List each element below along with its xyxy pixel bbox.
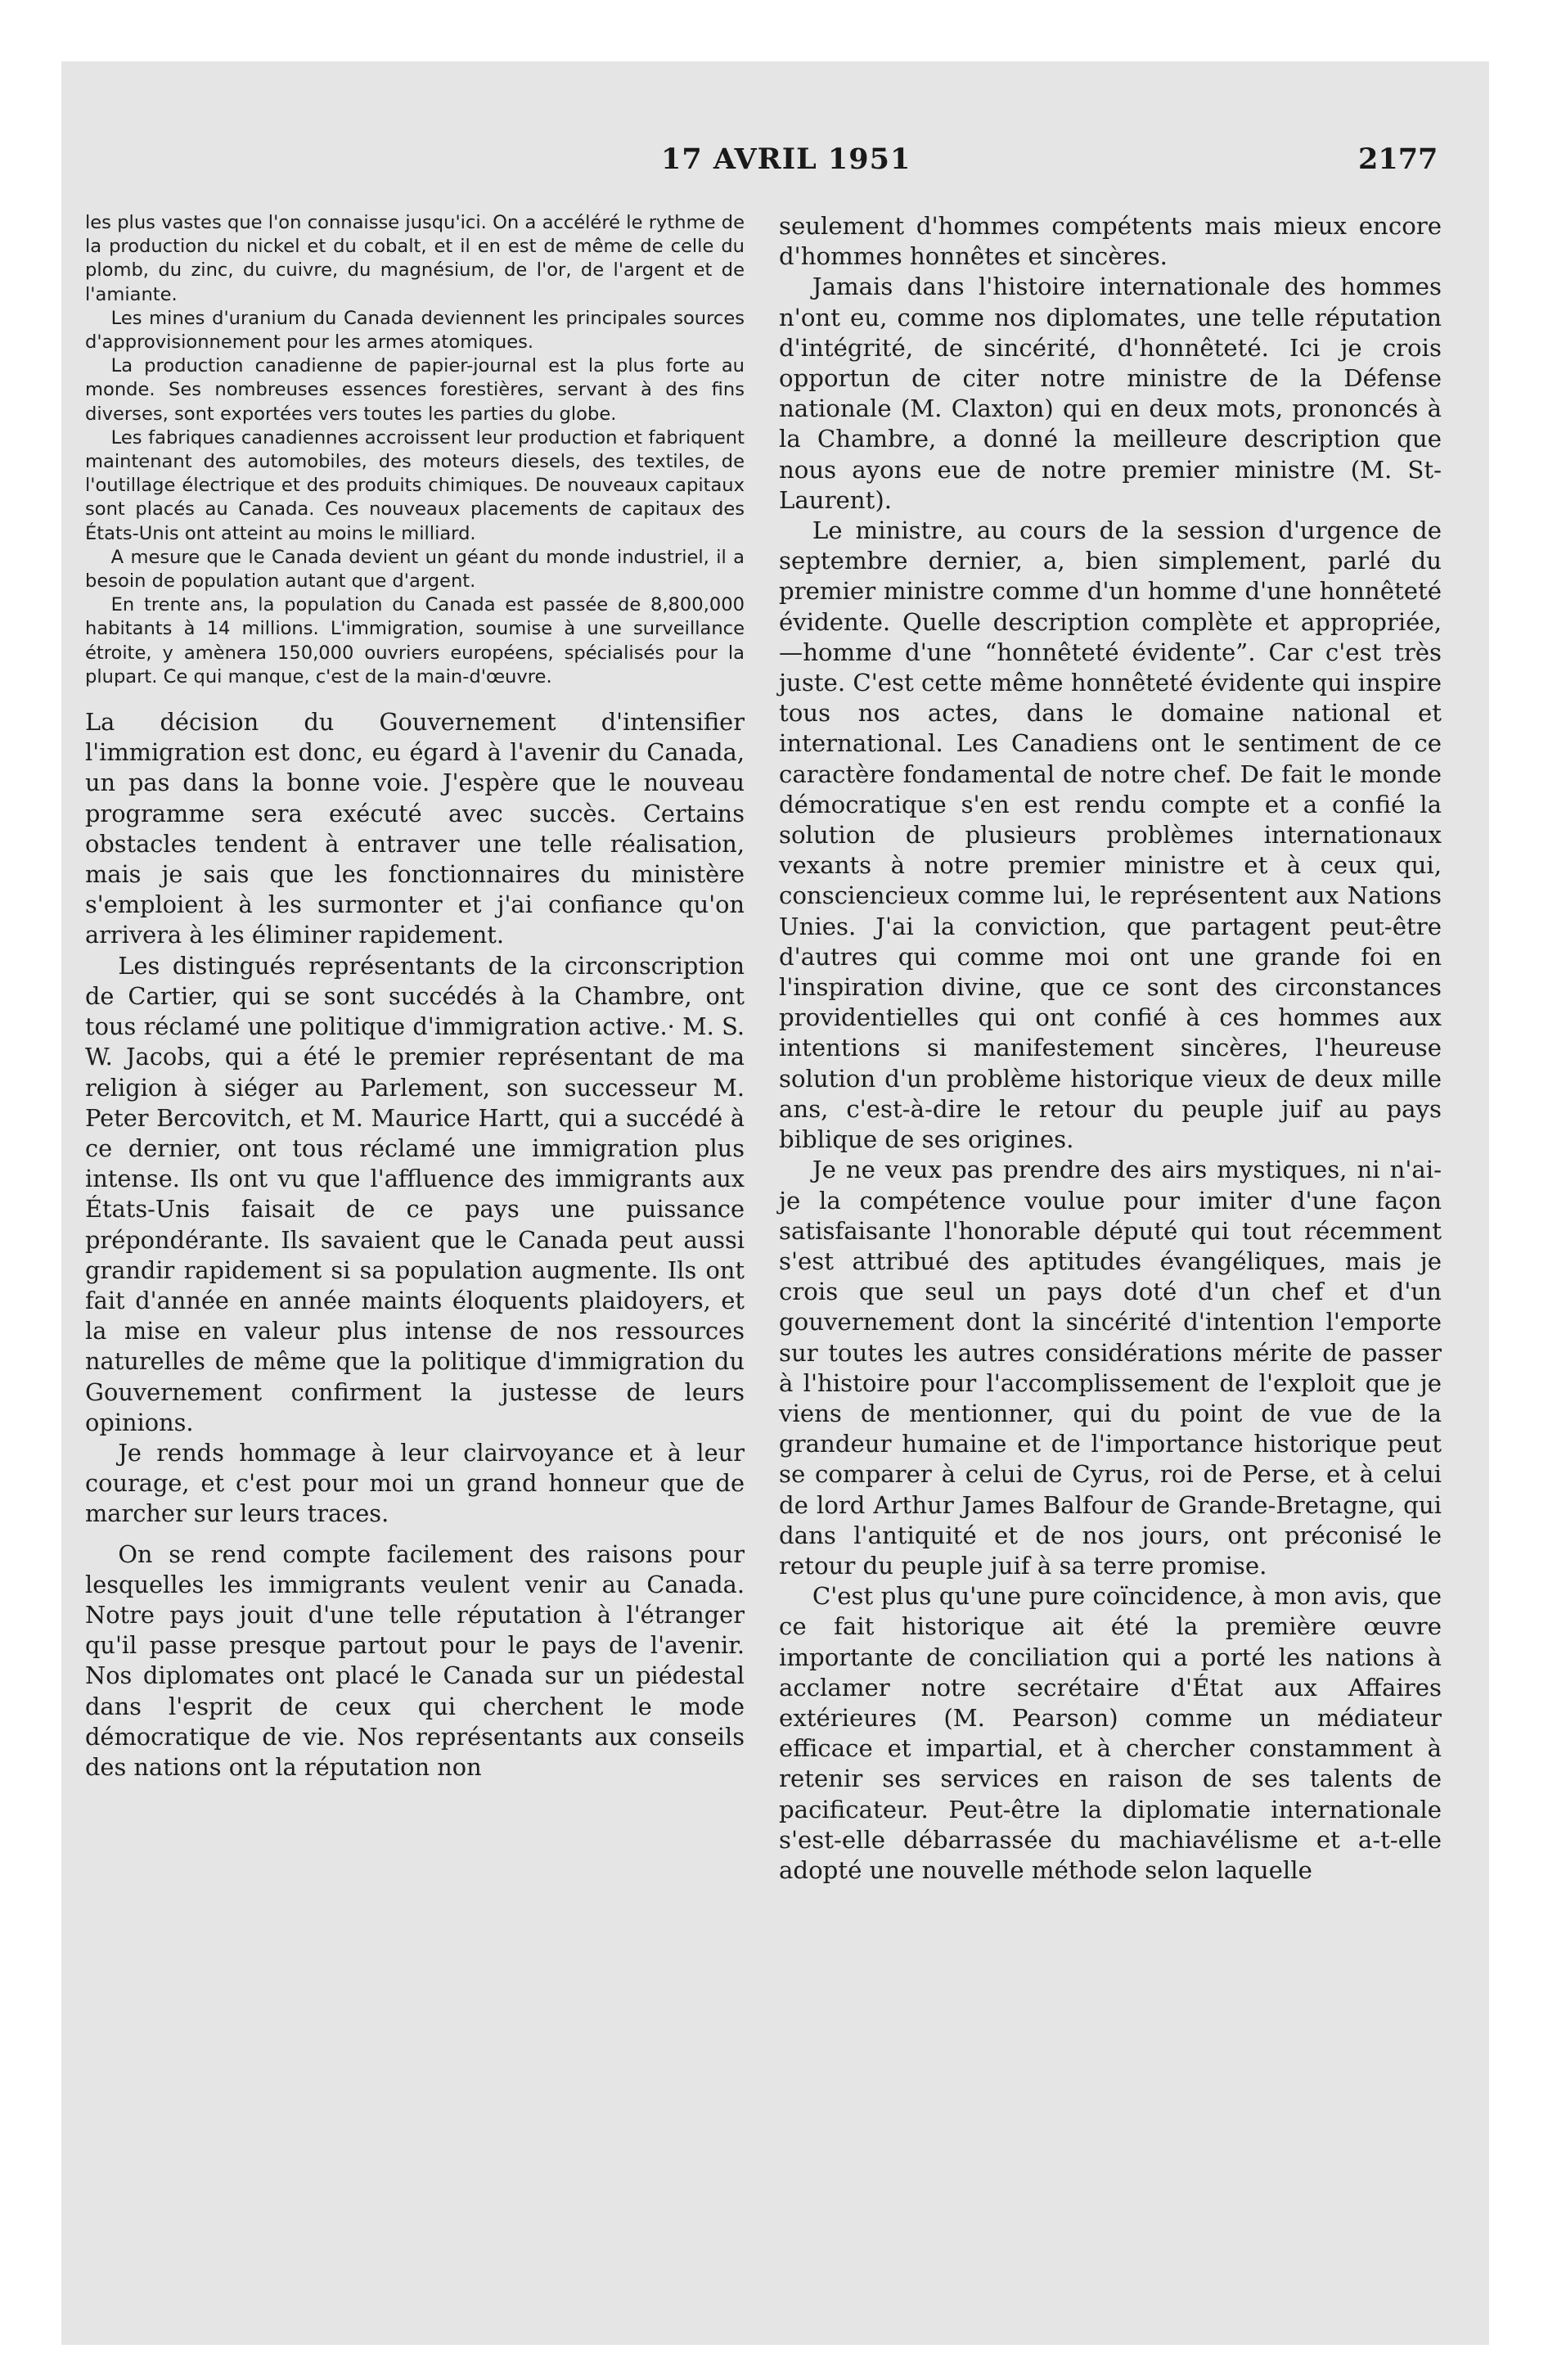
page-number: 2177 [1358, 142, 1438, 176]
paragraph: Les fabriques canadiennes accroissent leur production et fabriquent maintenant des automobiles, des moteurs diesels, des textiles, de l'outillage électrique et des produits chimiques. De nouveaux capitaux sont placés au Canada. Ces nouveaux placements de capitaux des États-Unis ont atteint au moins le milliard. [85, 426, 745, 544]
paragraph: Je ne veux pas prendre des airs mystiques, ni n'ai-je la compétence voulue pour imiter d'une façon satisfaisante l'honorable député qui tout récemment s'est attribué des aptitudes évangéliques, mais je crois que seul un pays doté d'un chef et d'un gouvernement dont la sincérité d'intention l'emporte sur toutes les autres considérations mérite de passer à l'histoire pour l'accomplissement de l'exploit que je viens de mentionner, qui du point de vue de la grandeur humaine et de l'importance historique peut se comparer à celui de Cyrus, roi de Perse, et à celui de lord Arthur James Balfour de Grande-Bretagne, qui dans l'antiquité et de nos jours, ont préconisé le retour du peuple juif à sa terre promise. [779, 1156, 1442, 1580]
small-print-section [85, 211, 745, 689]
paragraph: En trente ans, la population du Canada est passée de 8,800,000 habitants à 14 millions. L'immigration, soumise à une surveillance étroite, y amènera 150,000 ouvriers européens, spécialisés pour la plupart. Ce qui manque, c'est de la main-d'œuvre. [85, 594, 745, 687]
paragraph: Les mines d'uranium du Canada deviennent les principales sources d'approvisionnement pour les armes atomiques. [85, 307, 745, 354]
paragraph: seulement d'hommes compétents mais mieux encore d'hommes honnêtes et sincères. [779, 212, 1442, 271]
paragraph: Jamais dans l'histoire internationale des hommes n'ont eu, comme nos diplomates, une telle réputation d'intégrité, de sincérité, d'honnêteté. Ici je crois opportun de citer notre ministre de la Défense nationale (M. Claxton) qui en deux mots, prononcés à la Chambre, a donné la meilleure description que nous ayons eue de notre premier ministre (M. St-Laurent). [779, 273, 1442, 514]
page-header-date: 17 AVRIL 1951 [661, 142, 911, 176]
paragraph: C'est plus qu'une pure coïncidence, à mon avis, que ce fait historique ait été la première œuvre importante de conciliation qui a porté les nations à acclamer notre secrétaire d'État aux Affaires extérieures (M. Pearson) comme un médiateur efficace et impartial, et à chercher constamment à retenir ses services en raison de ses talents de pacificateur. Peut-être la diplomatie internationale s'est-elle débarrassée du machiavélisme et a-t-elle adopté une nouvelle méthode selon laquelle [779, 1582, 1442, 1884]
paragraph: les plus vastes que l'on connaisse jusqu'ici. On a accéléré le rythme de la production du nickel et du cobalt, et il en est de même de celle du plomb, du zinc, du cuivre, du magnésium, de l'or, de l'argent et de l'amiante. [85, 212, 745, 305]
right-column [779, 211, 1442, 1886]
paragraph: La production canadienne de papier-journal est la plus forte au monde. Ses nombreuses essences forestières, servant à des fins diverses, sont exportées vers toutes les parties du globe. [85, 355, 745, 425]
body-text-section [85, 707, 745, 1783]
paragraph: La décision du Gouvernement d'intensifier l'immigration est donc, eu égard à l'avenir du Canada, un pas dans la bonne voie. J'espère que le nouveau programme sera exécuté avec succès. Certains obstacles tendent à entraver une telle réalisation, mais je sais que les fonctionnaires du ministère s'emploient à les surmonter et j'ai confiance qu'on arrivera à les éliminer rapidement. [85, 708, 745, 949]
paragraph: Le ministre, au cours de la session d'urgence de septembre dernier, a, bien simplement, parlé du premier ministre comme d'un homme d'une honnêteté évidente. Quelle description complète et appropriée,—homme d'une “honnêteté évidente”. Car c'est très juste. C'est cette même honnêteté évidente qui inspire tous nos actes, dans le domaine national et international. Les Canadiens ont le sentiment de ce caractère fondamental de notre chef. De fait le monde démocratique s'en est rendu compte et a confié la solution de plusieurs problèmes internationaux vexants à notre premier ministre et à ceux qui, consciencieux comme lui, le représentent aux Nations Unies. J'ai la conviction, que partagent peut-être d'autres qui comme moi ont une grande foi en l'inspiration divine, que ce sont des circonstances providentielles qui ont confié à ces hommes aux intentions si manifestement sincères, l'heureuse solution d'un problème historique vieux de deux mille ans, c'est-à-dire le retour du peuple juif au pays biblique de ses origines. [779, 516, 1442, 1154]
left-column [85, 211, 745, 1783]
paragraph: Les distingués représentants de la circonscription de Cartier, qui se sont succédés à la Chambre, ont tous réclamé une politique d'immigration active.· M. S. W. Jacobs, qui a été le premier représentant de ma religion à siéger au Parlement, son successeur M. Peter Bercovitch, et M. Maurice Hartt, qui a succédé à ce dernier, ont tous réclamé une immigration plus intense. Ils ont vu que l'affluence des immigrants aux États-Unis faisait de ce pays une puissance prépondérante. Ils savaient que le Canada peut aussi grandir rapidement si sa population augmente. Ils ont fait d'année en année maints éloquents plaidoyers, et la mise en valeur plus intense de nos ressources naturelles de même que la politique d'immigration du Gouvernement confirment la justesse de leurs opinions. [85, 951, 745, 1436]
paragraph: Je rends hommage à leur clairvoyance et à leur courage, et c'est pour moi un grand honneur que de marcher sur leurs traces. [85, 1438, 745, 1528]
paragraph: On se rend compte facilement des raisons pour lesquelles les immigrants veulent venir au Canada. Notre pays jouit d'une telle réputation à l'étranger qu'il passe presque partout pour le pays de l'avenir. Nos diplomates ont placé le Canada sur un piédestal dans l'esprit de ceux qui cherchent le mode démocratique de vie. Nos représentants aux conseils des nations ont la réputation non [85, 1539, 745, 1781]
paragraph: A mesure que le Canada devient un géant du monde industriel, il a besoin de population autant que d'argent. [85, 546, 745, 593]
